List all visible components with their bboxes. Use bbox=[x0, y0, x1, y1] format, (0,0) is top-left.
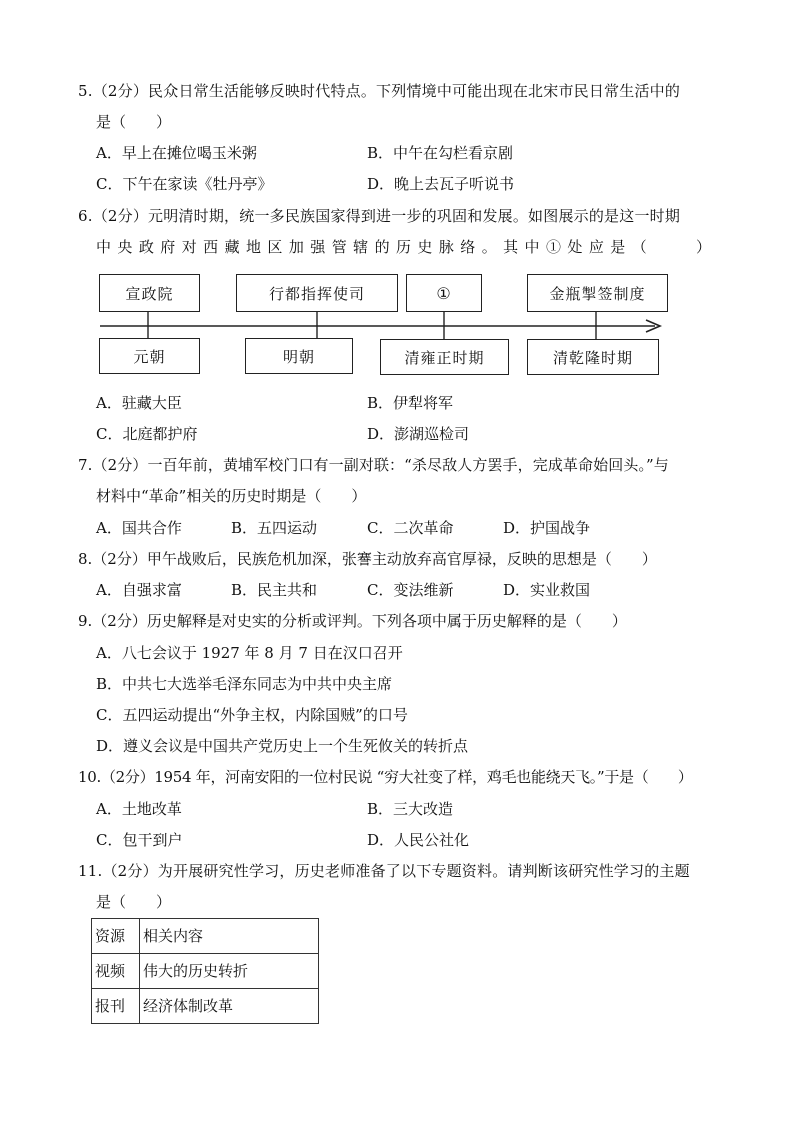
table-row bbox=[92, 989, 319, 1024]
q9-option-d[interactable]: D．遵义会议是中国共产党历史上一个生死攸关的转折点 bbox=[96, 737, 469, 755]
q6-option-b[interactable]: B．伊犁将军 bbox=[367, 394, 454, 412]
q9-option-c[interactable]: C．五四运动提出“外争主权，内除国贼”的口号 bbox=[96, 706, 408, 724]
q9-stem-line1: 9.（2分）历史解释是对史实的分析或评判。下列各项中属于历史解释的是（ ） bbox=[78, 612, 627, 630]
table-row bbox=[92, 919, 319, 954]
table-cell: 报刊 bbox=[92, 989, 140, 1024]
q7-option-a[interactable]: A．国共合作 bbox=[96, 519, 182, 537]
q5-option-d[interactable]: D．晚上去瓦子听说书 bbox=[367, 175, 515, 193]
table-cell: 伟大的历史转折 bbox=[140, 954, 319, 989]
q9-option-b[interactable]: B．中共七大选举毛泽东同志为中共中央主席 bbox=[96, 675, 393, 693]
q6-stem-line2: 中央政府对西藏地区加强管辖的历史脉络。其中①处应是（ ） bbox=[96, 238, 714, 256]
q10-option-a[interactable]: A．土地改革 bbox=[96, 800, 182, 818]
q9-option-a[interactable]: A．八七会议于 1927 年 8 月 7 日在汉口召开 bbox=[96, 644, 403, 662]
q6-option-a[interactable]: A．驻藏大臣 bbox=[96, 394, 182, 412]
timeline-bottom-yongzheng: 清雍正时期 bbox=[380, 339, 509, 375]
q11-stem-line1: 11.（2分）为开展研究性学习，历史老师准备了以下专题资料。请判断该研究性学习的主题 bbox=[78, 862, 690, 880]
q5-option-b[interactable]: B．中午在勾栏看京剧 bbox=[367, 144, 514, 162]
q6-option-c[interactable]: C．北庭都护府 bbox=[96, 425, 198, 443]
timeline-bottom-yuan: 元朝 bbox=[99, 338, 200, 374]
q8-option-b[interactable]: B．民主共和 bbox=[231, 581, 318, 599]
q10-stem-line1: 10.（2分）1954 年，河南安阳的一位村民说 “穷大社变了样，鸡毛也能绕天飞。”于是（ ） bbox=[78, 768, 693, 786]
timeline-top-xuanzhengyuan: 宣政院 bbox=[99, 274, 200, 312]
table-cell: 视频 bbox=[92, 954, 140, 989]
q11-resource-table bbox=[91, 918, 319, 1024]
q5-option-c[interactable]: C．下午在家读《牡丹亭》 bbox=[96, 175, 273, 193]
q8-stem-line1: 8.（2分）甲午战败后，民族危机加深，张謇主动放弃高官厚禄，反映的思想是（ ） bbox=[78, 550, 657, 568]
q7-stem-line1: 7.（2分）一百年前，黄埔军校门口有一副对联：“杀尽敌人方罢手，完成革命始回头。”与 bbox=[78, 456, 669, 474]
q5-stem-line1: 5.（2分）民众日常生活能够反映时代特点。下列情境中可能出现在北宋市民日常生活中的 bbox=[78, 82, 681, 100]
q6-stem-line1: 6.（2分）元明清时期，统一多民族国家得到进一步的巩固和发展。如图展示的是这一时期 bbox=[78, 207, 681, 225]
timeline-top-xingdu: 行都指挥使司 bbox=[236, 274, 398, 312]
table-cell: 经济体制改革 bbox=[140, 989, 319, 1024]
timeline-bottom-ming: 明朝 bbox=[245, 338, 353, 374]
timeline-bottom-qianlong: 清乾隆时期 bbox=[527, 339, 659, 375]
table-row bbox=[92, 954, 319, 989]
q11-stem-line2: 是（ ） bbox=[96, 893, 172, 911]
q6-option-d[interactable]: D．澎湖巡检司 bbox=[367, 425, 470, 443]
q8-option-a[interactable]: A．自强求富 bbox=[96, 581, 182, 599]
q10-option-b[interactable]: B．三大改造 bbox=[367, 800, 454, 818]
q5-option-a[interactable]: A．早上在摊位喝玉米粥 bbox=[96, 144, 257, 162]
q10-option-c[interactable]: C．包干到户 bbox=[96, 831, 183, 849]
q7-option-d[interactable]: D．护国战争 bbox=[503, 519, 591, 537]
q7-stem-line2: 材料中“革命”相关的历史时期是（ ） bbox=[96, 487, 367, 505]
q7-option-c[interactable]: C．二次革命 bbox=[367, 519, 454, 537]
timeline-top-jinping: 金瓶掣签制度 bbox=[527, 274, 668, 312]
table-cell: 资源 bbox=[92, 919, 140, 954]
q8-option-c[interactable]: C．变法维新 bbox=[367, 581, 454, 599]
q8-option-d[interactable]: D．实业救国 bbox=[503, 581, 591, 599]
q5-stem-line2: 是（ ） bbox=[96, 113, 172, 131]
q7-option-b[interactable]: B．五四运动 bbox=[231, 519, 318, 537]
timeline-top-blank-1: ① bbox=[406, 274, 482, 312]
q10-option-d[interactable]: D．人民公社化 bbox=[367, 831, 470, 849]
table-cell: 相关内容 bbox=[140, 919, 319, 954]
